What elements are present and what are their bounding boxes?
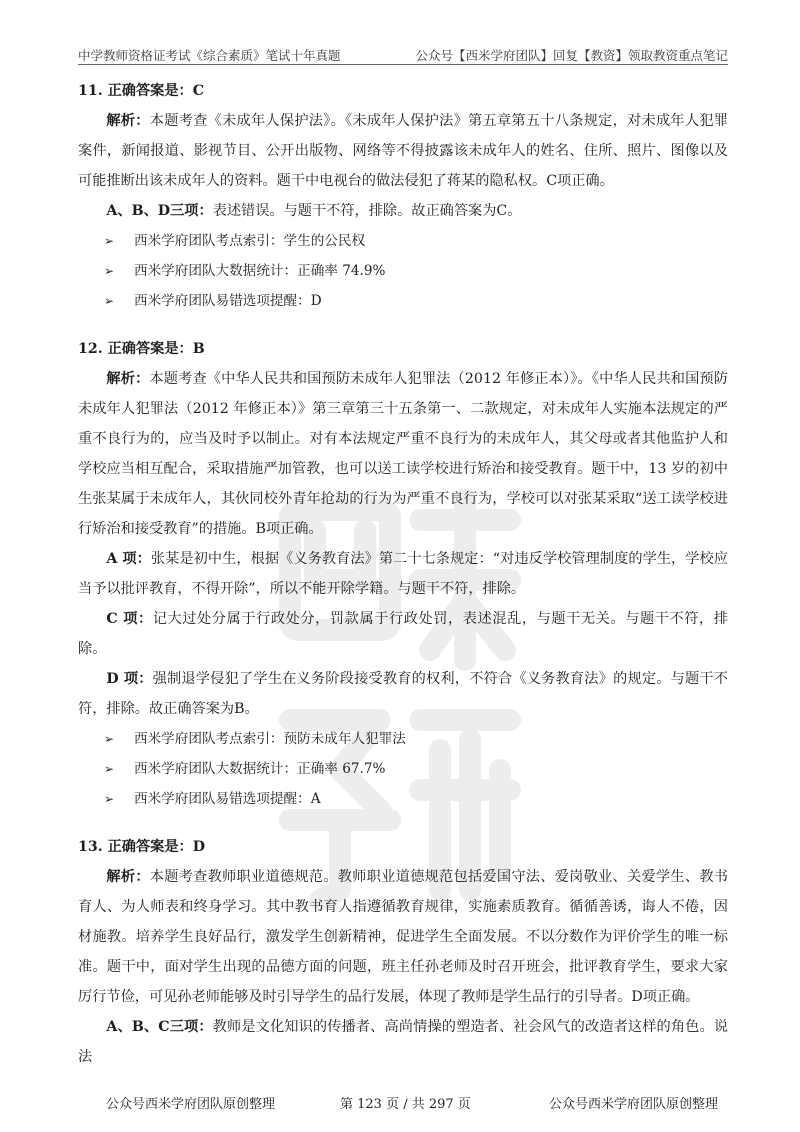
header-title: 中学教师资格证考试《综合素质》笔试十年真题 [78,48,341,63]
paragraph-label: C 项： [106,611,153,627]
paragraph-text: 记大过处分属于行政处分，罚款属于行政处罚，表述混乱，与题干无关。与题干不符，排除。 [78,611,728,657]
paragraph-label: 解析： [106,371,150,387]
paragraph-text: 本题考查教师职业道德规范。教师职业道德规范包括爱国守法、爱岗敬业、关爱学生、教书育人、为人师表和终身学习。其中教书育人指遵循教育规律，实施素质教育。循循善诱，诲人不倦，因材施教。培养学生良好品行，激发学生创新精神，促进学生全面发展。不以分数作为评价学生的唯一标准。题干中，面对学生出现的品德方面的问题，班主任孙老师及时召开班会，批评教育学生，要求大家厉行节俭，可见孙老师能够及时引导学生的品行发展，体现了教师是学生品行的引导者。D项正确。 [78,869,728,1005]
option-explanation [78,544,728,604]
paragraph-label: A 项： [106,551,151,567]
page-footer [78,1093,728,1113]
header-divider [78,64,728,65]
arrow-bullet-icon: ➢ [104,792,115,806]
paragraph-text: 教师是文化知识的传播者、高尚情操的塑造者、社会风气的改造者这样的角色。说法 [78,1019,728,1065]
question-11 [78,76,728,316]
arrow-bullet-icon: ➢ [104,264,115,278]
paragraph-text: 本题考查《中华人民共和国预防未成年人犯罪法（2012 年修正本）》。《中华人民共和国预防未成年人犯罪法（2012 年修正本）》第三章第三十五条第一、二款规定，对未成年人实施本法规定的严重不良行为的，应当及时予以制止。对有本法规定严重不良行为的未成年人，其父母或者其他监护人和学校应当相互配合，采取措施严加管教，也可以送工读学校进行矫治和接受教育。题干中，13 岁的初中生张某属于未成年人，其伙同校外青年抢劫的行为为严重不良行为，学校可以对张某采取“送工读学校进行矫治和接受教育”的措施。B项正确。 [78,371,728,537]
question-title: 13. 正确答案是：D [78,839,206,855]
paragraph-text: 张某是初中生，根据《义务教育法》第二十七条规定：“对违反学校管理制度的学生，学校应当予以批评教育，不得开除”，所以不能开除学籍。与题干不符，排除。 [78,551,728,597]
bullet-item: ➢ 西米学府团队易错选项提醒：D [78,286,728,316]
bullet-item: ➢ 西米学府团队考点索引：预防未成年人犯罪法 [78,724,728,754]
bullet-item: ➢ 西米学府团队大数据统计：正确率 67.7% [78,754,728,784]
paragraph-label: 解析： [106,113,150,129]
paragraph-label: A、B、C三项： [106,1019,213,1035]
bullet-item: ➢ 西米学府团队易错选项提醒：A [78,784,728,814]
paragraph-label: A、B、D三项： [106,203,213,219]
analysis-paragraph [78,106,728,196]
page-header [78,40,728,64]
question-13 [78,832,728,1072]
arrow-bullet-icon: ➢ [104,732,115,746]
footer-right: 公众号西米学府团队原创整理 [548,1097,718,1112]
page-number: 第 123 页 / 共 297 页 [340,1097,471,1112]
arrow-bullet-icon: ➢ [104,294,115,308]
option-explanation [78,1012,728,1072]
bullet-item: ➢ 西米学府团队大数据统计：正确率 74.9% [78,256,728,286]
paragraph-label: D 项： [106,671,153,687]
arrow-bullet-icon: ➢ [104,234,115,248]
paragraph-text: 本题考查《未成年人保护法》。《未成年人保护法》第五章第五十八条规定，对未成年人犯罪案件，新闻报道、影视节目、公开出版物、网络等不得披露该未成年人的姓名、住所、照片、图像以及可能推断出该未成年人的资料。题干中电视台的做法侵犯了蒋某的隐私权。C项正确。 [78,113,728,189]
question-title: 12. 正确答案是：B [78,341,205,357]
header-promo: 公众号【西米学府团队】回复【教资】领取教资重点笔记 [415,48,728,63]
analysis-paragraph [78,364,728,544]
paragraph-text: 表述错误。与题干不符，排除。故正确答案为C。 [212,203,522,219]
question-12 [78,334,728,814]
arrow-bullet-icon: ➢ [104,762,115,776]
paragraph-label: 解析： [106,869,150,885]
analysis-paragraph [78,862,728,1012]
answer-content [78,76,728,1072]
option-explanation [78,604,728,664]
footer-left: 公众号西米学府团队原创整理 [106,1097,276,1112]
question-title: 11. 正确答案是：C [78,83,205,99]
option-explanation [78,664,728,724]
paragraph-text: 强制退学侵犯了学生在义务阶段接受教育的权利，不符合《义务教育法》的规定。与题干不符，排除。故正确答案为B。 [78,671,728,717]
option-explanation [78,196,728,226]
bullet-item: ➢ 西米学府团队考点索引：学生的公民权 [78,226,728,256]
